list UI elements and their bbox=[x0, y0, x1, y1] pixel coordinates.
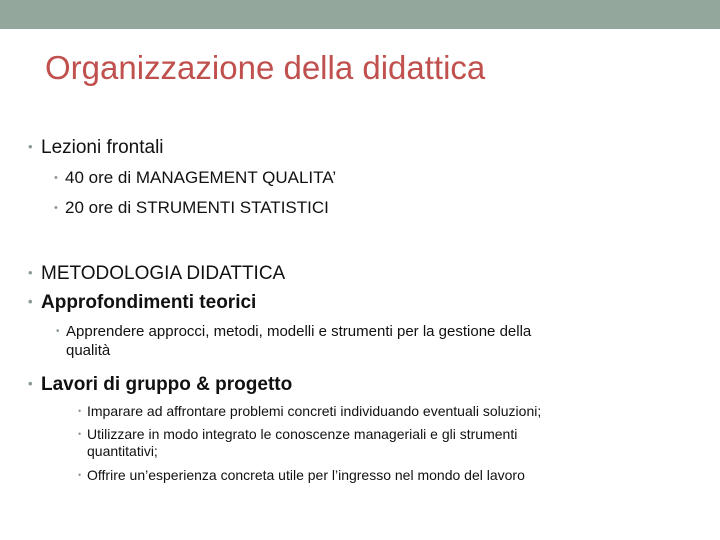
bullet-item-lavori-sub1 bbox=[78, 403, 541, 420]
bullet-text-line1: Utilizzare in modo integrato le conoscenze manageriali e gli strumenti bbox=[87, 426, 518, 442]
bullet-text: Lavori di gruppo & progetto bbox=[41, 374, 293, 395]
bullet-icon: • bbox=[28, 139, 33, 154]
bullet-item-lavori-sub2 bbox=[78, 426, 517, 460]
bullet-item-lezioni-sub2 bbox=[54, 198, 329, 218]
bullet-text: Lezioni frontali bbox=[41, 137, 164, 158]
bullet-text: Imparare ad affrontare problemi concreti individuando eventuali soluzioni; bbox=[87, 403, 542, 419]
bullet-text-line2: qualità bbox=[66, 342, 111, 359]
bullet-icon: • bbox=[28, 265, 33, 280]
bullet-text: 20 ore di STRUMENTI STATISTICI bbox=[65, 198, 329, 217]
bullet-text: METODOLOGIA DIDATTICA bbox=[41, 263, 286, 284]
bullet-item-approfondimenti-sub1 bbox=[56, 322, 531, 360]
bullet-icon: • bbox=[78, 429, 82, 439]
bullet-text-line1: Apprendere approcci, metodi, modelli e strumenti per la gestione della bbox=[66, 323, 532, 340]
bullet-text: 40 ore di MANAGEMENT QUALITA’ bbox=[65, 168, 337, 187]
bullet-text: Offrire un’esperienza concreta utile per l’ingresso nel mondo del lavoro bbox=[87, 467, 525, 483]
bullet-icon: • bbox=[28, 294, 33, 309]
bullet-icon: • bbox=[56, 326, 60, 337]
bullet-item-approfondimenti bbox=[28, 291, 256, 314]
bullet-item-metodologia bbox=[28, 262, 285, 285]
bullet-icon: • bbox=[28, 376, 33, 391]
bullet-icon: • bbox=[54, 202, 58, 214]
bullet-item-lavori bbox=[28, 373, 292, 396]
bullet-text: Approfondimenti teorici bbox=[41, 292, 257, 313]
bullet-item-lezioni-sub1 bbox=[54, 168, 336, 188]
bullet-icon: • bbox=[78, 406, 82, 416]
bullet-icon: • bbox=[78, 470, 82, 480]
bullet-item-lavori-sub3 bbox=[78, 467, 525, 484]
bullet-icon: • bbox=[54, 172, 58, 184]
slide-title: Organizzazione della didattica bbox=[45, 49, 486, 86]
bullet-text-line2: quantitativi; bbox=[87, 443, 158, 459]
bullet-item-lezioni bbox=[28, 136, 164, 159]
